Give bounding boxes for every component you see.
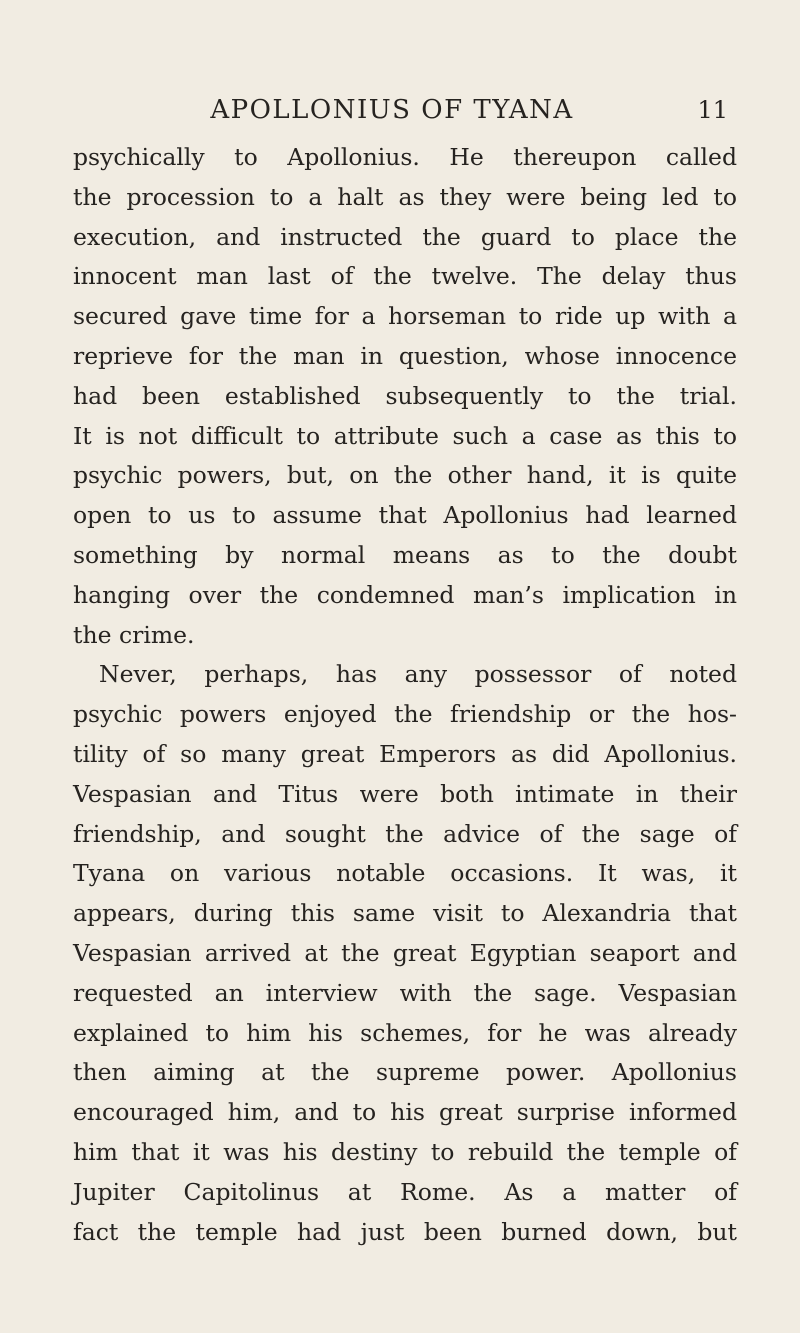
body-text (73, 138, 737, 1252)
page-number: 11 (697, 96, 728, 124)
text-line: encouraged him, and to his great surprise informed (73, 1098, 737, 1127)
text-line: then aiming at the supreme power. Apollonius (73, 1058, 737, 1087)
text-line: execution, and instructed the guard to place the (73, 222, 737, 251)
text-line: appears, during this same visit to Alexandria that (73, 899, 737, 928)
text-line: Vespasian arrived at the great Egyptian seaport and (73, 938, 737, 967)
text-line: him that it was his destiny to rebuild the temple of (73, 1137, 737, 1166)
text-line: friendship, and sought the advice of the sage of (73, 819, 737, 848)
text-line: hanging over the condemned man’s implication in (73, 580, 737, 609)
text-line: explained to him his schemes, for he was already (73, 1018, 737, 1047)
text-line: requested an interview with the sage. Vespasian (73, 978, 737, 1007)
running-head: APOLLONIUS OF TYANA (210, 95, 574, 125)
text-line: psychically to Apollonius. He thereupon called (73, 143, 737, 171)
text-line: tility of so many great Emperors as did Apollonius. (73, 739, 737, 768)
text-line: reprieve for the man in question, whose innocence (73, 341, 737, 370)
text-line: Vespasian and Titus were both intimate in their (73, 779, 737, 808)
text-line: secured gave time for a horseman to ride up with a (73, 302, 737, 331)
text-line: Tyana on various notable occasions. It was, it (73, 859, 737, 888)
text-line: something by normal means as to the doubt (73, 540, 737, 569)
text-line: psychic powers, but, on the other hand, it is quite (73, 461, 737, 490)
text-line: It is not difficult to attribute such a case as this to (73, 421, 737, 450)
text-line: had been established subsequently to the trial. (73, 381, 737, 410)
text-line: fact the temple had just been burned down, but (73, 1217, 737, 1246)
text-line: Never, perhaps, has any possessor of noted (99, 660, 737, 689)
text-line: open to us to assume that Apollonius had learned (73, 501, 737, 530)
text-line: Jupiter Capitolinus at Rome. As a matter of (73, 1177, 737, 1206)
text-line: the crime. (73, 620, 195, 649)
text-line: the procession to a halt as they were being led to (73, 182, 737, 211)
text-line: psychic powers enjoyed the friendship or the hos- (73, 700, 737, 729)
text-line: innocent man last of the twelve. The delay thus (73, 262, 737, 291)
